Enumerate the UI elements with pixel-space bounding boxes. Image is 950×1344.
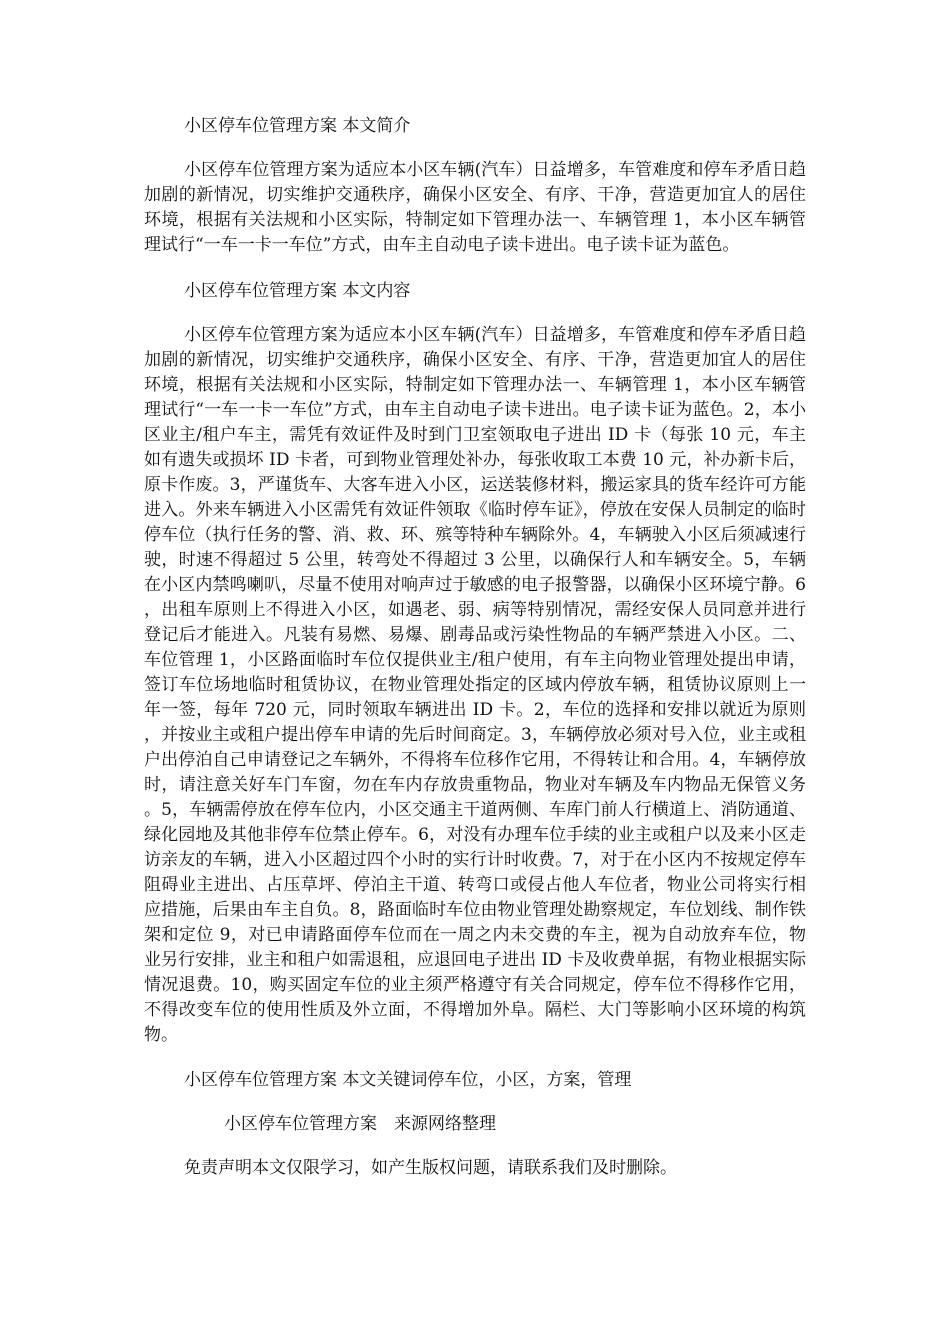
content-heading: 小区停车位管理方案 本文内容 bbox=[184, 281, 411, 301]
source-line bbox=[144, 1112, 806, 1137]
disclaimer-line: 免责声明本文仅限学习，如产生版权问题，请联系我们及时删除。 bbox=[184, 1158, 677, 1178]
keywords-line: 小区停车位管理方案 本文关键词停车位，小区，方案，管理 bbox=[184, 1070, 632, 1090]
source-value: 来源网络整理 bbox=[394, 1114, 496, 1134]
intro-heading: 小区停车位管理方案 本文简介 bbox=[184, 116, 411, 136]
document-page bbox=[144, 114, 806, 1200]
intro-paragraph: 小区停车位管理方案为适应本小区车辆(汽车）日益增多，车管难度和停车矛盾日趋加剧的新情况，切实维护交通秩序，确保小区安全、有序、干净，营造更加宜人的居住环境，根据有关法规和小区实际，特制定如下管理办法一、车辆管理 1，本小区车辆管理试行“一车一卡一车位”方式，由车主自动电子读卡进出。电子读卡证为蓝色。 bbox=[144, 160, 806, 255]
content-paragraph: 小区停车位管理方案为适应本小区车辆(汽车）日益增多，车管难度和停车矛盾日趋加剧的新情况，切实维护交通秩序，确保小区安全、有序、干净，营造更加宜人的居住环境，根据有关法规和小区实际，特制定如下管理办法一、车辆管理 1，本小区车辆管理试行“一车一卡一车位”方式，由车主自动电子读卡进出。电子读卡证为蓝色。2，本小区业主/租户车主，需凭有效证件及时到门卫室领取电子进出 ID 卡（每张 10 元，车主如有遗失或损坏 ID 卡者，可到物业管理处补办，每张收取工本费 10 元，补办新卡后，原卡作废。3，严谨货车、大客车进入小区，运送装修材料，搬运家具的货车经许可方能进入。外来车辆进入小区需凭有效证件领取《临时停车证》，停放在安保人员制定的临时停车位（执行任务的警、消、救、环、殡等特种车辆除外。4，车辆驶入小区后须减速行驶，时速不得超过 5 公里，转弯处不得超过 3 公里，以确保行人和车辆安全。5，车辆在小区内禁鸣喇叭，尽量不使用对响声过于敏感的电子报警器，以确保小区环境宁静。6，出租车原则上不得进入小区，如遇老、弱、病等特别情况，需经安保人员同意并进行登记后才能进入。凡装有易燃、易爆、剧毒品或污染性物品的车辆严禁进入小区。二、车位管理 1，小区路面临时车位仅提供业主/租户使用，有车主向物业管理处提出申请，签订车位场地临时租赁协议，在物业管理处指定的区域内停放车辆，租赁协议原则上一年一签，每年 720 元，同时领取车辆进出 ID 卡。2，车位的选择和安排以就近为原则，并按业主或租户提出停车申请的先后时间商定。3，车辆停放必须对号入位，业主或租户出停泊自己申请登记之车辆外，不得将车位移作它用，不得转让和合用。4，车辆停放时，请注意关好车门车窗，勿在车内存放贵重物品，物业对车辆及车内物品无保管义务。5，车辆需停放在停车位内，小区交通主干道两侧、车库门前人行横道上、消防通道、绿化园地及其他非停车位禁止停车。6，对没有办理车位手续的业主或租户以及来小区走访亲友的车辆，进入小区超过四个小时的实行计时收费。7，对于在小区内不按规定停车阻碍业主进出、占压草坪、停泊主干道、转弯口或侵占他人车位者，物业公司将实行相应措施，后果由车主自负。8，路面临时车位由物业管理处勘察规定，车位划线、制作铁架和定位 9，对已申请路面停车位而在一周之内未交费的车主，视为自动放弃车位，物业另行安排，业主和租户如需退租，应退回电子进出 ID 卡及收费单据，有物业根据实际情况退费。10，购买固定车位的业主须严格遵守有关合同规定，停车位不得移作它用，不得改变车位的使用性质及外立面，不得增加外阜。隔栏、大门等影响小区环境的构筑物。 bbox=[144, 325, 806, 1045]
source-label: 小区停车位管理方案 bbox=[224, 1114, 377, 1134]
